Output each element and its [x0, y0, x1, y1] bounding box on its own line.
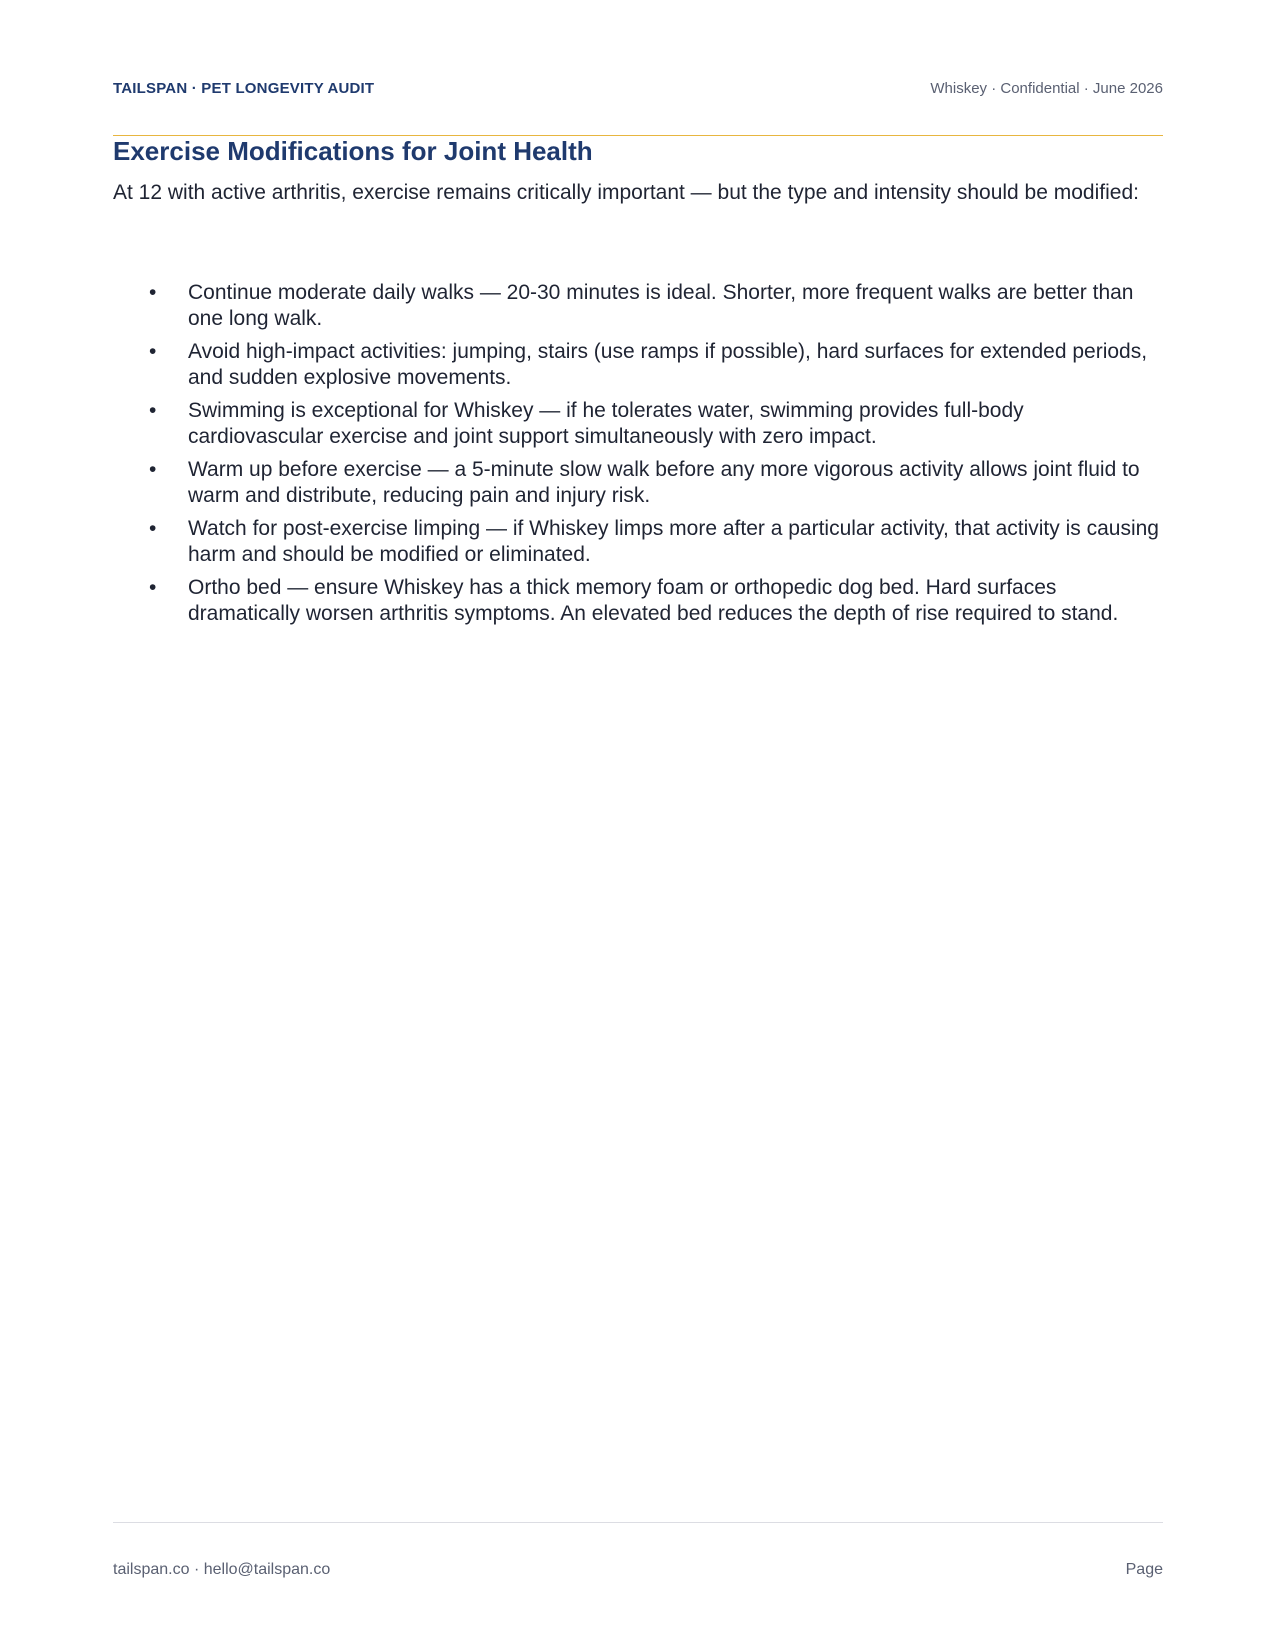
bullet-icon: •: [149, 281, 157, 304]
bullet-icon: •: [149, 340, 157, 363]
list-item-text: Swimming is exceptional for Whiskey — if he tolerates water, swimming provides full-body cardiovascular exercise and joint support simultaneously with zero impact.: [188, 399, 1024, 448]
list-item-text: Watch for post-exercise limping — if Whiskey limps more after a particular activity, that activity is causing harm and should be modified or eliminated.: [188, 517, 1159, 566]
list-item: [113, 339, 1163, 391]
bullet-icon: •: [149, 517, 157, 540]
list-item: [113, 516, 1163, 568]
recommendation-list: [113, 280, 1163, 634]
list-item: [113, 457, 1163, 509]
list-item-text: Continue moderate daily walks — 20-30 minutes is ideal. Shorter, more frequent walks are better than one long walk.: [188, 281, 1134, 330]
page-label: Page: [1125, 1561, 1163, 1578]
bullet-icon: •: [149, 458, 157, 481]
section-intro: At 12 with active arthritis, exercise remains critically important — but the type and intensity should be modified:: [113, 181, 1139, 204]
bullet-icon: •: [149, 576, 157, 599]
list-item-text: Avoid high-impact activities: jumping, stairs (use ramps if possible), hard surfaces for extended periods, and sudden explosive movements.: [188, 340, 1148, 389]
section-title: Exercise Modifications for Joint Health: [113, 136, 593, 166]
footer-contact: tailspan.co · hello@tailspan.co: [113, 1561, 331, 1578]
page-header: [113, 80, 1163, 100]
list-item: [113, 280, 1163, 332]
footer-divider: [113, 1522, 1163, 1523]
list-item: [113, 575, 1163, 627]
list-item-text: Ortho bed — ensure Whiskey has a thick memory foam or orthopedic dog bed. Hard surfaces dramatically worsen arthritis symptoms. An elevated bed reduces the depth of rise required to stand.: [188, 576, 1119, 625]
list-item: [113, 398, 1163, 450]
bullet-icon: •: [149, 399, 157, 422]
brand-label: TAILSPAN · PET LONGEVITY AUDIT: [113, 80, 375, 97]
document-meta: Whiskey · Confidential · June 2026: [930, 80, 1163, 97]
list-item-text: Warm up before exercise — a 5-minute slow walk before any more vigorous activity allows joint fluid to warm and distribute, reducing pain and injury risk.: [188, 458, 1140, 507]
